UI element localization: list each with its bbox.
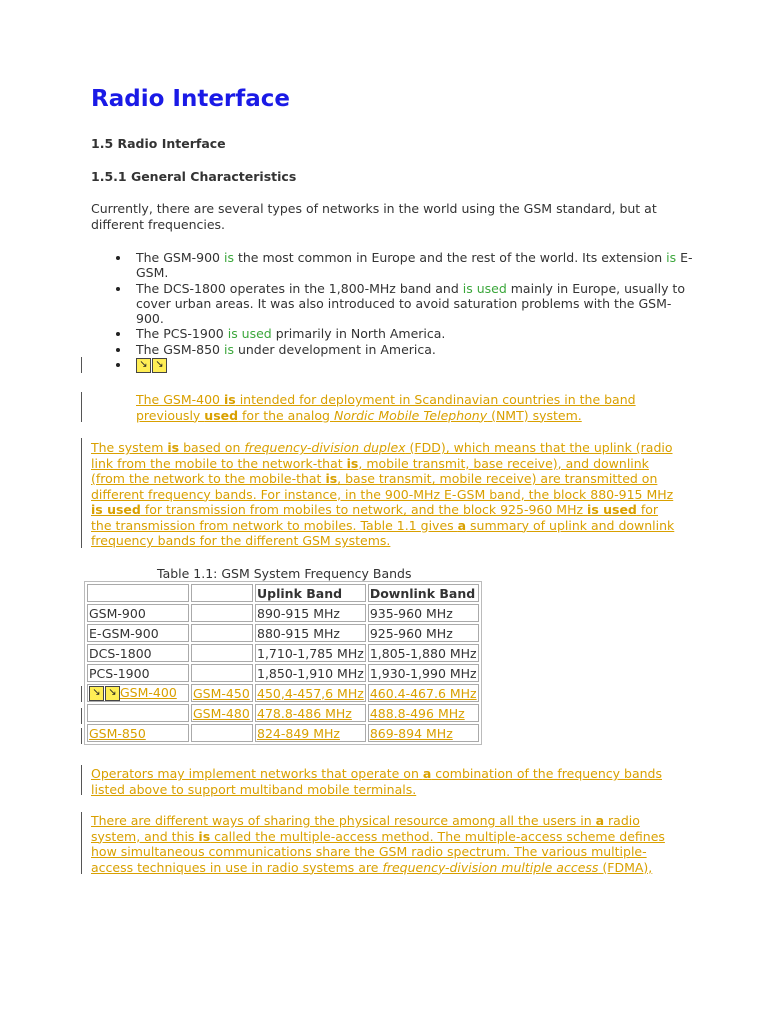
change-marker-icon[interactable]: ↘ <box>152 358 167 373</box>
tracked-change-markers[interactable] <box>136 358 167 373</box>
downlink-cell: 935-960 MHz <box>368 604 479 622</box>
table-header-row <box>87 584 479 602</box>
subsection-heading: 1.5.1 General Characteristics <box>91 169 297 184</box>
change-bar <box>81 812 82 874</box>
table-row <box>87 724 479 742</box>
change-bar <box>81 765 82 795</box>
list-item: The GSM-900 is the most common in Europe and the rest of the world. Its extension is E-GSM. <box>136 250 696 281</box>
downlink-cell: 1,930-1,990 MHz <box>369 665 477 681</box>
downlink-cell: 488.8-496 MHz <box>368 704 479 722</box>
table-cell <box>191 644 253 662</box>
change-marker-icon[interactable]: ↘ <box>136 358 151 373</box>
system-cell: GSM-850 <box>87 724 189 742</box>
table-row <box>87 624 479 642</box>
list-item: The DCS-1800 operates in the 1,800-MHz band and is used mainly in Europe, usually to cover urban areas. It was also introduced to avoid saturation problems with the GSM-900. <box>136 281 696 327</box>
change-bar <box>81 392 82 422</box>
downlink-cell: 925-960 MHz <box>368 624 479 642</box>
table-cell <box>191 624 253 642</box>
table-cell: GSM-480 <box>191 704 253 722</box>
table-row <box>87 644 479 662</box>
intro-paragraph: Currently, there are several types of networks in the world using the GSM standard, but at different frequencies. <box>91 201 657 232</box>
downlink-cell: 869-894 MHz <box>368 724 479 742</box>
frequency-bands-table <box>84 581 482 745</box>
fdd-paragraph: The system is based on frequency-division duplex (FDD), which means that the uplink (radio link from the mobile to the network-that is, mobile transmit, base receive), and downlink (from the network to the mobile-that is, base transmit, mobile receive) are transmitted on different frequency bands. For instance, in the 900-MHz E-GSM band, the block 880-915 MHz is used for transmission from mobiles to network, and the block 925-960 MHz is used for the transmission from network to mobiles. Table 1.1 gives a summary of uplink and downlink frequency bands for the different GSM systems. <box>91 440 675 548</box>
table-row <box>87 704 479 722</box>
system-cell: ↘ ↘ GSM-400 <box>87 684 189 702</box>
tracked-change-markers[interactable] <box>89 686 120 701</box>
list-item: The PCS-1900 is used primarily in North America. <box>136 326 696 341</box>
table-caption: Table 1.1: GSM System Frequency Bands <box>157 566 412 581</box>
multiple-access-paragraph: There are different ways of sharing the physical resource among all the users in a radio system, and this is called the multiple-access method. The multiple-access scheme defines how simultaneous communications share the GSM radio spectrum. The various multiple-access techniques in use in radio systems are frequency-division multiple access (FDMA), <box>91 813 665 875</box>
list-item: The GSM-850 is under development in America. <box>136 342 696 357</box>
table-cell <box>191 604 253 622</box>
table-row <box>87 684 479 702</box>
system-cell: DCS-1800 <box>87 644 189 662</box>
uplink-header: Uplink Band <box>255 584 366 602</box>
operators-paragraph: Operators may implement networks that operate on a combination of the frequency bands listed above to support multiband mobile terminals. <box>91 766 663 797</box>
uplink-cell: 478.8-486 MHz <box>255 704 366 722</box>
uplink-cell: 824-849 MHz <box>255 724 366 742</box>
table-cell <box>191 584 253 602</box>
uplink-cell: 880-915 MHz <box>255 624 366 642</box>
table-cell <box>191 724 253 742</box>
table-row <box>87 664 479 682</box>
uplink-cell: 450,4-457,6 MHz <box>257 685 364 701</box>
change-bar <box>81 728 82 744</box>
uplink-cell: 1,850-1,910 MHz <box>257 665 364 681</box>
change-bar <box>81 357 82 373</box>
uplink-cell: 1,710-1,785 MHz <box>257 645 364 661</box>
system-cell: PCS-1900 <box>87 664 189 682</box>
change-marker-icon[interactable]: ↘ <box>105 686 120 701</box>
system-cell: E-GSM-900 <box>87 624 189 642</box>
table-row <box>87 604 479 622</box>
network-types-list <box>136 250 696 373</box>
gsm400-paragraph: The GSM-400 is intended for deployment in Scandinavian countries in the band previously used for the analog Nordic Mobile Telephony (NMT) system. <box>136 392 636 423</box>
change-bar <box>81 686 82 702</box>
system-cell: GSM-900 <box>87 604 189 622</box>
downlink-header: Downlink Band <box>368 584 479 602</box>
list-item <box>136 357 696 373</box>
change-marker-icon[interactable]: ↘ <box>89 686 104 701</box>
page-title: Radio Interface <box>91 86 291 112</box>
table-cell <box>87 584 189 602</box>
system-cell <box>87 704 189 722</box>
change-bar <box>81 708 82 724</box>
uplink-cell: 890-915 MHz <box>255 604 366 622</box>
table-cell <box>191 664 253 682</box>
downlink-cell: 460.4-467.6 MHz <box>369 685 477 701</box>
downlink-cell: 1,805-1,880 MHz <box>369 645 477 661</box>
section-heading: 1.5 Radio Interface <box>91 136 226 151</box>
change-bar <box>81 438 82 548</box>
table-cell: GSM-450 <box>191 684 253 702</box>
